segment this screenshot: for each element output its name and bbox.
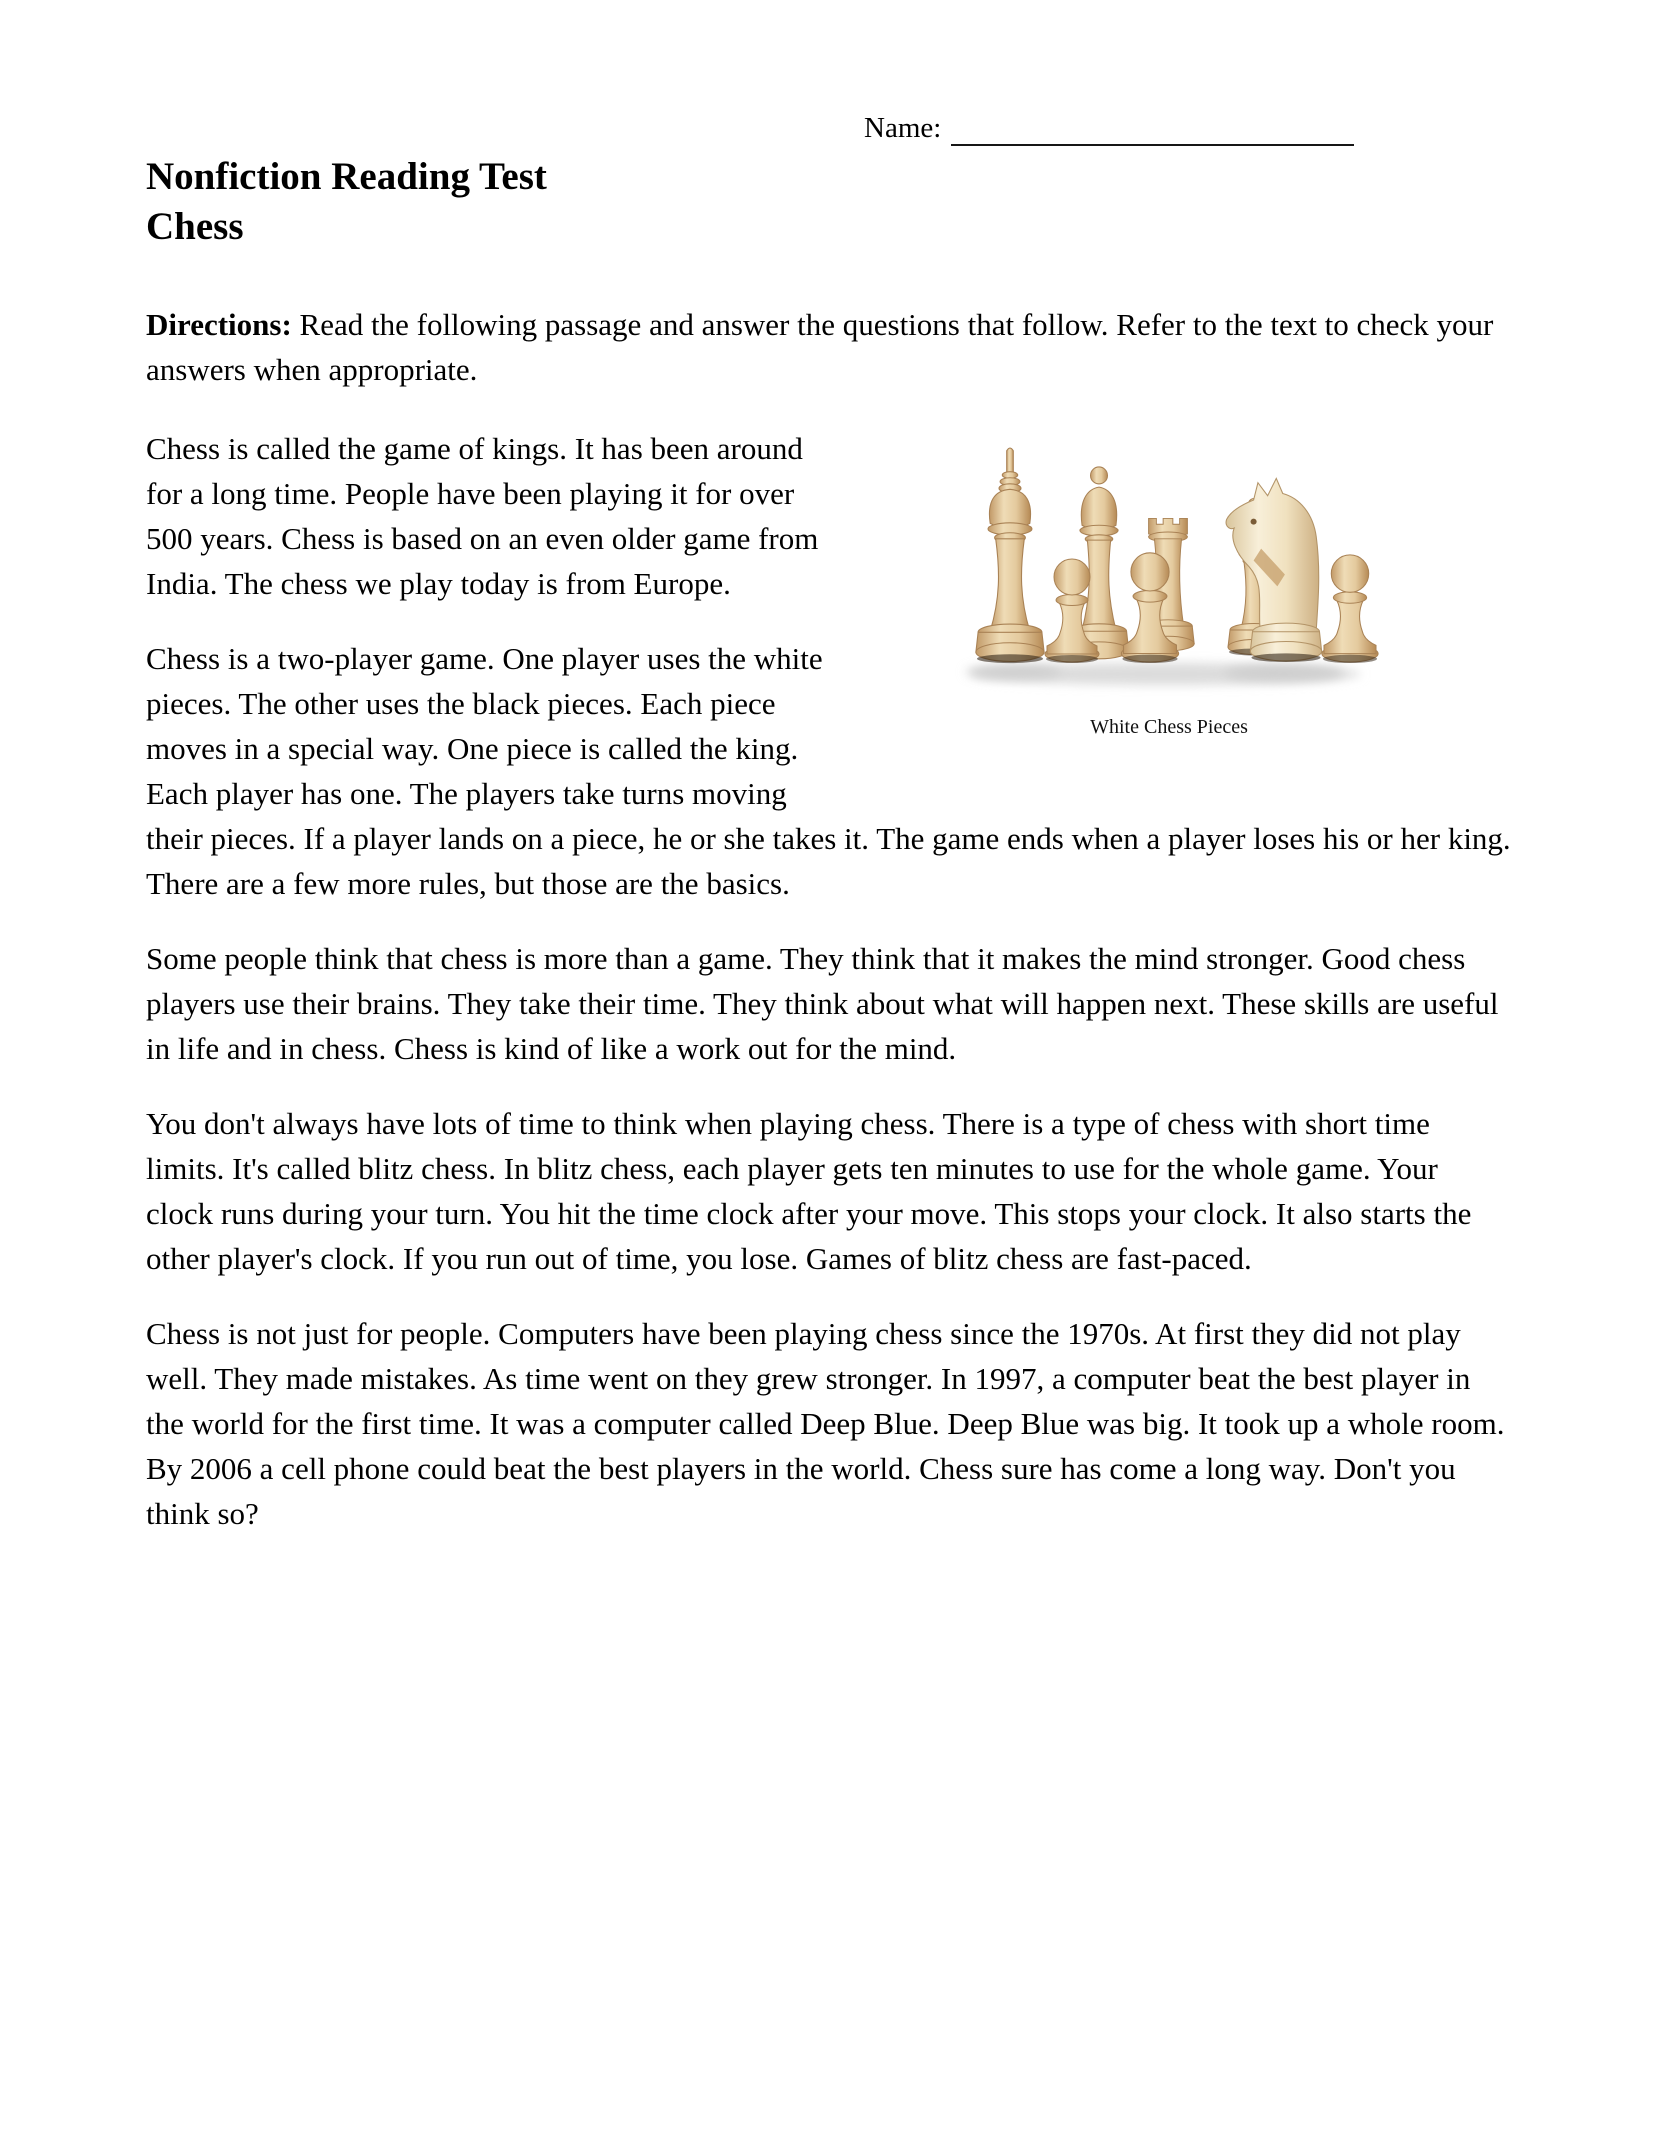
title-block [146,152,1512,252]
white-chess-pieces-photo [954,440,1384,705]
passage-paragraph-3: Some people think that chess is more than a game. They think that it makes the mind stronger. Good chess players use their brains. They take their time. They think about what will happen next. These skills are useful in life and in chess. Chess is kind of like a work out for the mind. [146,941,1499,1066]
name-label: Name: [864,112,942,144]
passage-paragraph-5: Chess is not just for people. Computers have been playing chess since the 1970s. At first they did not play well. They made mistakes. As time went on they grew stronger. In 1997, a computer beat the best player in the world for the first time. It was a computer called Deep Blue. Deep Blue was big. It took up a whole room. By 2006 a cell phone could beat the best players in the world. Chess sure has come a long way. Don't you think so? [146,1316,1505,1531]
page-content [146,0,1512,1536]
passage-paragraph-2: Chess is a two-player game. One player uses the white pieces. The other uses the black pieces. Each piece moves in a special way. One piece is called the king. Each player has one. The players take turns moving their pieces. If a player lands on a piece, he or she takes it. The game ends when a player loses his or her king. There are a few more rules, but those are the basics. [146,641,1511,901]
chess-figure [826,426,1512,798]
passage-paragraph-1: Chess is called the game of kings. It has been around for a long time. People have been playing it for over 500 years. Chess is based on an even older game from India. The chess we play today is from Europe. [146,431,819,601]
passage-paragraph-4: You don't always have lots of time to think when playing chess. There is a type of chess with short time limits. It's called blitz chess. In blitz chess, each player gets ten minutes to use for the whole game. Your clock runs during your turn. You hit the time clock after your move. This stops your clock. It also starts the other player's clock. If you run out of time, you lose. Games of blitz chess are fast-paced. [146,1106,1472,1276]
figure-caption: White Chess Pieces [1090,716,1248,738]
directions [146,302,1512,392]
directions-text: Read the following passage and answer the questions that follow. Refer to the text to check your answers when appropriate. [146,307,1494,387]
page-title: Nonfiction Reading Test [146,155,547,198]
directions-label: Directions: [146,307,292,342]
passage [146,426,1512,1536]
page-subtitle: Chess [146,205,244,248]
